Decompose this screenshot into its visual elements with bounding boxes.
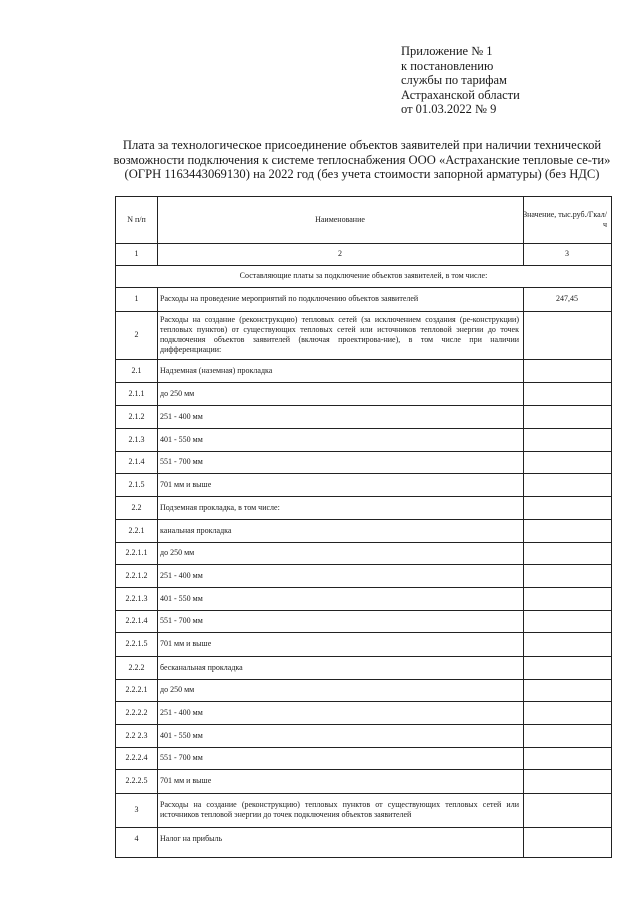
table-row-value (523, 769, 611, 793)
table-row-num: 2.2.2 (128, 662, 145, 672)
table-row-value (523, 827, 611, 851)
table-row-num: 1 (134, 294, 139, 303)
table-column-divider (157, 287, 158, 857)
table-row-name: 251 - 400 мм (160, 411, 203, 421)
table-row-value (523, 382, 611, 405)
table-row-name: канальная прокладка (160, 525, 232, 535)
column-number: 2 (338, 249, 342, 258)
table-row-name: до 250 мм (160, 388, 195, 398)
table-row-num: 2.2.1.2 (125, 570, 148, 580)
table-row-num: 2.2.2.4 (125, 753, 148, 762)
table-row-name: 251 - 400 мм (160, 570, 203, 580)
appendix-block (401, 44, 601, 117)
table-row-num: 2.1.2 (128, 411, 145, 421)
table-row-num: 2.2 (131, 502, 142, 512)
table-row-num: 2.2.1.3 (125, 593, 148, 603)
table-row-value (523, 610, 611, 632)
column-number: 1 (134, 249, 139, 258)
table-row-name: Расходы на проведение мероприятий по подключению объектов заявителей (160, 294, 419, 303)
appendix-line: Приложение № 1 (401, 44, 493, 58)
table-row-name: 401 - 550 мм (160, 593, 203, 603)
appendix-line: Астраханской области (401, 87, 520, 102)
table-row-name: до 250 мм (160, 548, 195, 557)
table-row-value (523, 428, 611, 451)
table-row-num: 2.2.1.5 (125, 639, 148, 648)
table-row-num: 2.1.3 (128, 434, 145, 444)
table-row-name: Надземная (наземная) прокладка (160, 365, 273, 375)
table-column-divider (157, 197, 158, 265)
table-row-value (523, 542, 611, 564)
table-row-name: 401 - 550 мм (160, 434, 203, 444)
table-row-value: 247,45 (556, 294, 578, 303)
table-row-num: 2.2 2.3 (125, 730, 148, 740)
appendix-line: к постановлению (401, 58, 494, 73)
table-row-name: Налог на прибыль (160, 834, 223, 843)
header-value: Значение, тыс.руб./Гкал/ч (523, 210, 607, 229)
table-row-value (523, 405, 611, 428)
table-row-num: 4 (134, 834, 139, 843)
table-row-num: 3 (134, 805, 139, 814)
table-row-value (523, 587, 611, 610)
table-row-num: 2.1.5 (128, 479, 145, 489)
header-num: N п/п (127, 215, 146, 224)
document-title: Плата за технологическое присоединение объектов заявителей при наличии технической возможности подключения к системе теплоснабжения ООО «Астраханские тепловые се-ти» (ОГРН 1163443069130) на 2022 год (без учета стоимости запорной арматуры) (без НДС) (113, 138, 611, 182)
table-row-name: до 250 мм (160, 685, 195, 694)
table-row-name: 251 - 400 мм (160, 707, 203, 717)
table-row-value (523, 679, 611, 701)
table-row-value (523, 701, 611, 724)
table-row-num: 2.2.1.1 (125, 548, 148, 557)
table-row-name: 401 - 550 мм (160, 730, 203, 740)
fee-table (115, 196, 612, 858)
appendix-line: службы по тарифам (401, 73, 507, 88)
table-row-name: Расходы на создание (реконструкцию) тепловых пунктов от существующих тепловых сетей или источников тепловой энергии до точек подключения объектов заявителей (160, 800, 519, 819)
table-row-num: 2.2.1.4 (125, 616, 148, 625)
table-row-num: 2.1.1 (128, 388, 145, 398)
appendix-line: от 01.03.2022 № 9 (401, 102, 497, 117)
table-column-divider (523, 197, 524, 265)
header-name: Наименование (315, 215, 365, 224)
table-row-num: 2.2.2.5 (125, 776, 148, 785)
table-column-divider (523, 287, 524, 857)
table-row-value (523, 564, 611, 587)
column-number: 3 (565, 249, 569, 258)
table-row-name: 551 - 700 мм (160, 457, 203, 466)
table-row-value (523, 632, 611, 656)
table-row-num: 2.2.2.1 (125, 685, 148, 694)
table-row-value (523, 451, 611, 473)
table-row-name: 551 - 700 мм (160, 616, 203, 625)
table-row-value (523, 496, 611, 519)
table-row-value (523, 793, 611, 827)
section-title: Составляющие платы за подключение объектов заявителей, в том числе: (239, 271, 488, 280)
table-row-num: 2.2.1 (128, 525, 145, 535)
table-row-value (523, 724, 611, 747)
table-row-num: 2.1 (131, 365, 142, 375)
table-row-name: 701 мм и выше (160, 479, 212, 489)
table-row-value (523, 473, 611, 496)
table-row-name: Подземная прокладка, в том числе: (160, 502, 280, 512)
table-row-num: 2.1.4 (128, 457, 145, 466)
table-row-name: Расходы на создание (реконструкцию) тепловых сетей (за исключением создания (ре-конструкции) тепловых пунктов) от существующих тепловых сетей или источников тепловой энергии до точек подключения объектов заявителей (включая проектирова-ние), в том числе при наличии дифференциации: (160, 315, 519, 354)
table-row-name: 701 мм и выше (160, 639, 212, 648)
table-row-num: 2 (134, 330, 139, 339)
table-row-value (523, 747, 611, 769)
table-row-value (523, 519, 611, 542)
table-row-name: бесканальная прокладка (160, 662, 243, 672)
table-row-value (523, 656, 611, 679)
table-row-value (523, 359, 611, 382)
table-row-name: 551 - 700 мм (160, 753, 203, 762)
table-row-name: 701 мм и выше (160, 776, 212, 785)
table-row-value (523, 311, 611, 359)
table-row-num: 2.2.2.2 (125, 707, 148, 717)
